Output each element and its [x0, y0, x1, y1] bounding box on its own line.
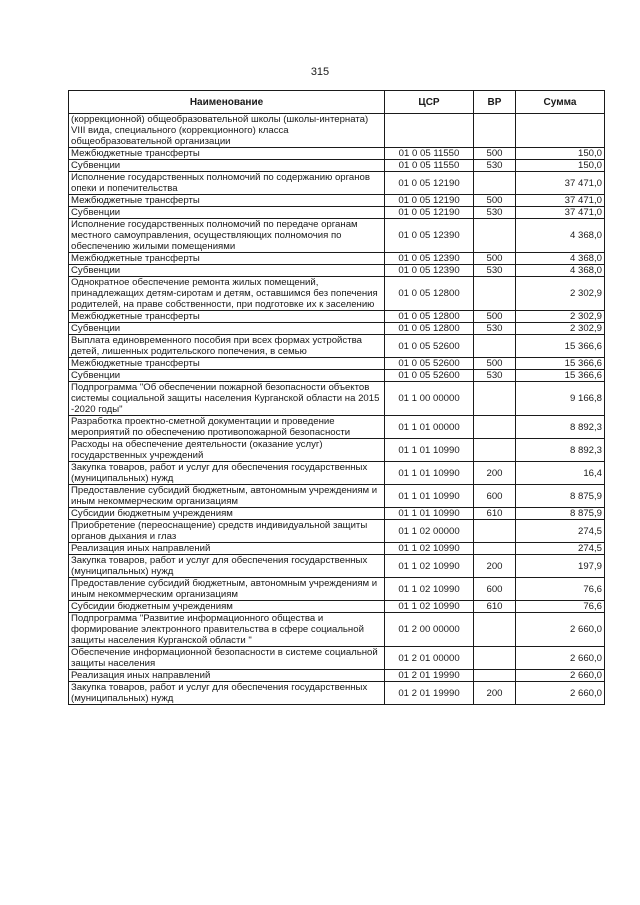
cell-csr: 01 0 05 12800: [385, 323, 474, 335]
cell-sum: 2 302,9: [516, 277, 605, 311]
cell-sum: 15 366,6: [516, 358, 605, 370]
cell-csr: 01 1 01 10990: [385, 439, 474, 462]
table-row: [69, 335, 605, 358]
cell-vr: 600: [474, 485, 516, 508]
cell-sum: 274,5: [516, 520, 605, 543]
table-row: [69, 508, 605, 520]
table-row: [69, 578, 605, 601]
header-sum: Сумма: [516, 91, 605, 114]
cell-csr: 01 0 05 52600: [385, 370, 474, 382]
table-row: [69, 670, 605, 682]
cell-csr: 01 1 02 10990: [385, 543, 474, 555]
cell-name: Предоставление субсидий бюджетным, автономным учреждениям и иным некоммерческим организациям: [69, 485, 385, 508]
cell-sum: 37 471,0: [516, 195, 605, 207]
cell-vr: [474, 543, 516, 555]
cell-sum: 274,5: [516, 543, 605, 555]
cell-sum: 4 368,0: [516, 219, 605, 253]
table-row: [69, 462, 605, 485]
cell-sum: 2 660,0: [516, 647, 605, 670]
header-csr: ЦСР: [385, 91, 474, 114]
cell-sum: 8 892,3: [516, 416, 605, 439]
table-row: [69, 543, 605, 555]
cell-name: Однократное обеспечение ремонта жилых помещений, принадлежащих детям-сиротам и детям, оставшимся без попечения родителей, на праве собственности, при подготовке их к заселению: [69, 277, 385, 311]
cell-name: Субсидии бюджетным учреждениям: [69, 601, 385, 613]
cell-name: Предоставление субсидий бюджетным, автономным учреждениям и иным некоммерческим организациям: [69, 578, 385, 601]
cell-sum: 2 660,0: [516, 613, 605, 647]
cell-vr: 200: [474, 555, 516, 578]
cell-sum: 37 471,0: [516, 172, 605, 195]
cell-name: Субвенции: [69, 207, 385, 219]
cell-name: Исполнение государственных полномочий по содержанию органов опеки и попечительства: [69, 172, 385, 195]
cell-vr: 500: [474, 358, 516, 370]
cell-vr: 600: [474, 578, 516, 601]
cell-sum: 16,4: [516, 462, 605, 485]
cell-csr: 01 0 05 12190: [385, 172, 474, 195]
cell-csr: 01 0 05 12390: [385, 265, 474, 277]
table-row: [69, 382, 605, 416]
cell-name: Межбюджетные трансферты: [69, 253, 385, 265]
cell-vr: [474, 335, 516, 358]
cell-name: Расходы на обеспечение деятельности (оказание услуг) государственных учреждений: [69, 439, 385, 462]
table-row: [69, 613, 605, 647]
cell-vr: 610: [474, 601, 516, 613]
cell-vr: 530: [474, 323, 516, 335]
cell-csr: 01 1 02 10990: [385, 555, 474, 578]
cell-vr: [474, 520, 516, 543]
cell-vr: [474, 416, 516, 439]
cell-sum: 2 660,0: [516, 670, 605, 682]
cell-vr: 500: [474, 148, 516, 160]
cell-name: Межбюджетные трансферты: [69, 148, 385, 160]
cell-sum: 2 302,9: [516, 311, 605, 323]
cell-name: Субвенции: [69, 265, 385, 277]
table-row: [69, 311, 605, 323]
header-name: Наименование: [69, 91, 385, 114]
table-row: [69, 219, 605, 253]
cell-csr: 01 1 02 10990: [385, 578, 474, 601]
table-body: [69, 114, 605, 705]
cell-sum: 4 368,0: [516, 265, 605, 277]
cell-name: Обеспечение информационной безопасности в системе социальной защиты населения: [69, 647, 385, 670]
cell-sum: 8 875,9: [516, 508, 605, 520]
cell-name: Разработка проектно-сметной документации и проведение мероприятий по обеспечению противопожарной безопасности: [69, 416, 385, 439]
cell-csr: 01 0 05 12190: [385, 207, 474, 219]
cell-name: Закупка товаров, работ и услуг для обеспечения государственных (муниципальных) нужд: [69, 555, 385, 578]
cell-sum: 76,6: [516, 601, 605, 613]
cell-vr: 530: [474, 207, 516, 219]
cell-name: Субвенции: [69, 323, 385, 335]
table-row: [69, 601, 605, 613]
cell-csr: 01 0 05 11550: [385, 160, 474, 172]
cell-name: Реализация иных направлений: [69, 670, 385, 682]
cell-name: (коррекционной) общеобразовательной школы (школы-интерната) VIII вида, специального (коррекционного) класса общеобразовательной организации: [69, 114, 385, 148]
cell-name: Субвенции: [69, 370, 385, 382]
cell-vr: 500: [474, 311, 516, 323]
table-row: [69, 439, 605, 462]
cell-sum: 8 892,3: [516, 439, 605, 462]
cell-vr: 530: [474, 265, 516, 277]
table-row: [69, 114, 605, 148]
cell-vr: [474, 277, 516, 311]
cell-csr: 01 1 02 00000: [385, 520, 474, 543]
cell-name: Исполнение государственных полномочий по передаче органам местного самоуправления, осуществляющих полномочия по обеспечению жилыми помещениями: [69, 219, 385, 253]
cell-name: Межбюджетные трансферты: [69, 311, 385, 323]
cell-sum: 197,9: [516, 555, 605, 578]
cell-csr: 01 0 05 52600: [385, 335, 474, 358]
cell-sum: 15 366,6: [516, 335, 605, 358]
cell-csr: [385, 114, 474, 148]
cell-vr: 500: [474, 253, 516, 265]
cell-csr: 01 1 01 10990: [385, 485, 474, 508]
cell-name: Закупка товаров, работ и услуг для обеспечения государственных (муниципальных) нужд: [69, 462, 385, 485]
table-row: [69, 207, 605, 219]
table-row: [69, 370, 605, 382]
cell-sum: 15 366,6: [516, 370, 605, 382]
cell-csr: 01 0 05 12800: [385, 311, 474, 323]
cell-name: Реализация иных направлений: [69, 543, 385, 555]
cell-name: Закупка товаров, работ и услуг для обеспечения государственных (муниципальных) нужд: [69, 682, 385, 705]
cell-vr: 500: [474, 195, 516, 207]
cell-vr: [474, 219, 516, 253]
table-row: [69, 195, 605, 207]
table-row: [69, 358, 605, 370]
table-row: [69, 323, 605, 335]
cell-csr: 01 0 05 11550: [385, 148, 474, 160]
cell-name: Подпрограмма "Об обеспечении пожарной безопасности объектов системы социальной защиты населения Курганской области на 2015 -2020 годы": [69, 382, 385, 416]
cell-sum: 2 302,9: [516, 323, 605, 335]
cell-csr: 01 1 02 10990: [385, 601, 474, 613]
cell-csr: 01 2 00 00000: [385, 613, 474, 647]
cell-sum: 8 875,9: [516, 485, 605, 508]
table-row: [69, 416, 605, 439]
table-row: [69, 277, 605, 311]
cell-vr: [474, 647, 516, 670]
table-row: [69, 647, 605, 670]
table-row: [69, 148, 605, 160]
cell-vr: 530: [474, 370, 516, 382]
table-row: [69, 682, 605, 705]
cell-vr: 200: [474, 682, 516, 705]
cell-sum: 37 471,0: [516, 207, 605, 219]
cell-csr: 01 1 01 10990: [385, 462, 474, 485]
cell-vr: 200: [474, 462, 516, 485]
table-row: [69, 160, 605, 172]
cell-name: Приобретение (переоснащение) средств индивидуальной защиты органов дыхания и глаз: [69, 520, 385, 543]
table-row: [69, 520, 605, 543]
table-row: [69, 172, 605, 195]
cell-csr: 01 1 01 00000: [385, 416, 474, 439]
budget-table: [68, 90, 605, 705]
cell-sum: 4 368,0: [516, 253, 605, 265]
cell-name: Межбюджетные трансферты: [69, 358, 385, 370]
cell-sum: [516, 114, 605, 148]
cell-sum: 76,6: [516, 578, 605, 601]
header-vr: ВР: [474, 91, 516, 114]
cell-csr: 01 1 01 10990: [385, 508, 474, 520]
table-row: [69, 253, 605, 265]
cell-csr: 01 1 00 00000: [385, 382, 474, 416]
cell-name: Выплата единовременного пособия при всех формах устройства детей, лишенных родительского попечения, в семью: [69, 335, 385, 358]
cell-sum: 150,0: [516, 148, 605, 160]
cell-csr: 01 0 05 52600: [385, 358, 474, 370]
cell-vr: [474, 114, 516, 148]
table-header-row: [69, 91, 605, 114]
cell-csr: 01 2 01 19990: [385, 670, 474, 682]
table-row: [69, 485, 605, 508]
cell-csr: 01 2 01 00000: [385, 647, 474, 670]
cell-vr: [474, 613, 516, 647]
cell-vr: [474, 670, 516, 682]
cell-csr: 01 0 05 12800: [385, 277, 474, 311]
cell-name: Подпрограмма "Развитие информационного общества и формирование электронного правительства в сфере социальной защиты населения Курганской области ": [69, 613, 385, 647]
cell-vr: 610: [474, 508, 516, 520]
cell-csr: 01 2 01 19990: [385, 682, 474, 705]
cell-name: Субвенции: [69, 160, 385, 172]
cell-name: Межбюджетные трансферты: [69, 195, 385, 207]
cell-sum: 9 166,8: [516, 382, 605, 416]
table-row: [69, 555, 605, 578]
cell-sum: 150,0: [516, 160, 605, 172]
cell-vr: [474, 439, 516, 462]
cell-name: Субсидии бюджетным учреждениям: [69, 508, 385, 520]
cell-csr: 01 0 05 12190: [385, 195, 474, 207]
table-row: [69, 265, 605, 277]
cell-vr: 530: [474, 160, 516, 172]
cell-sum: 2 660,0: [516, 682, 605, 705]
cell-vr: [474, 172, 516, 195]
page-number: 315: [310, 66, 330, 78]
cell-vr: [474, 382, 516, 416]
cell-csr: 01 0 05 12390: [385, 219, 474, 253]
cell-csr: 01 0 05 12390: [385, 253, 474, 265]
